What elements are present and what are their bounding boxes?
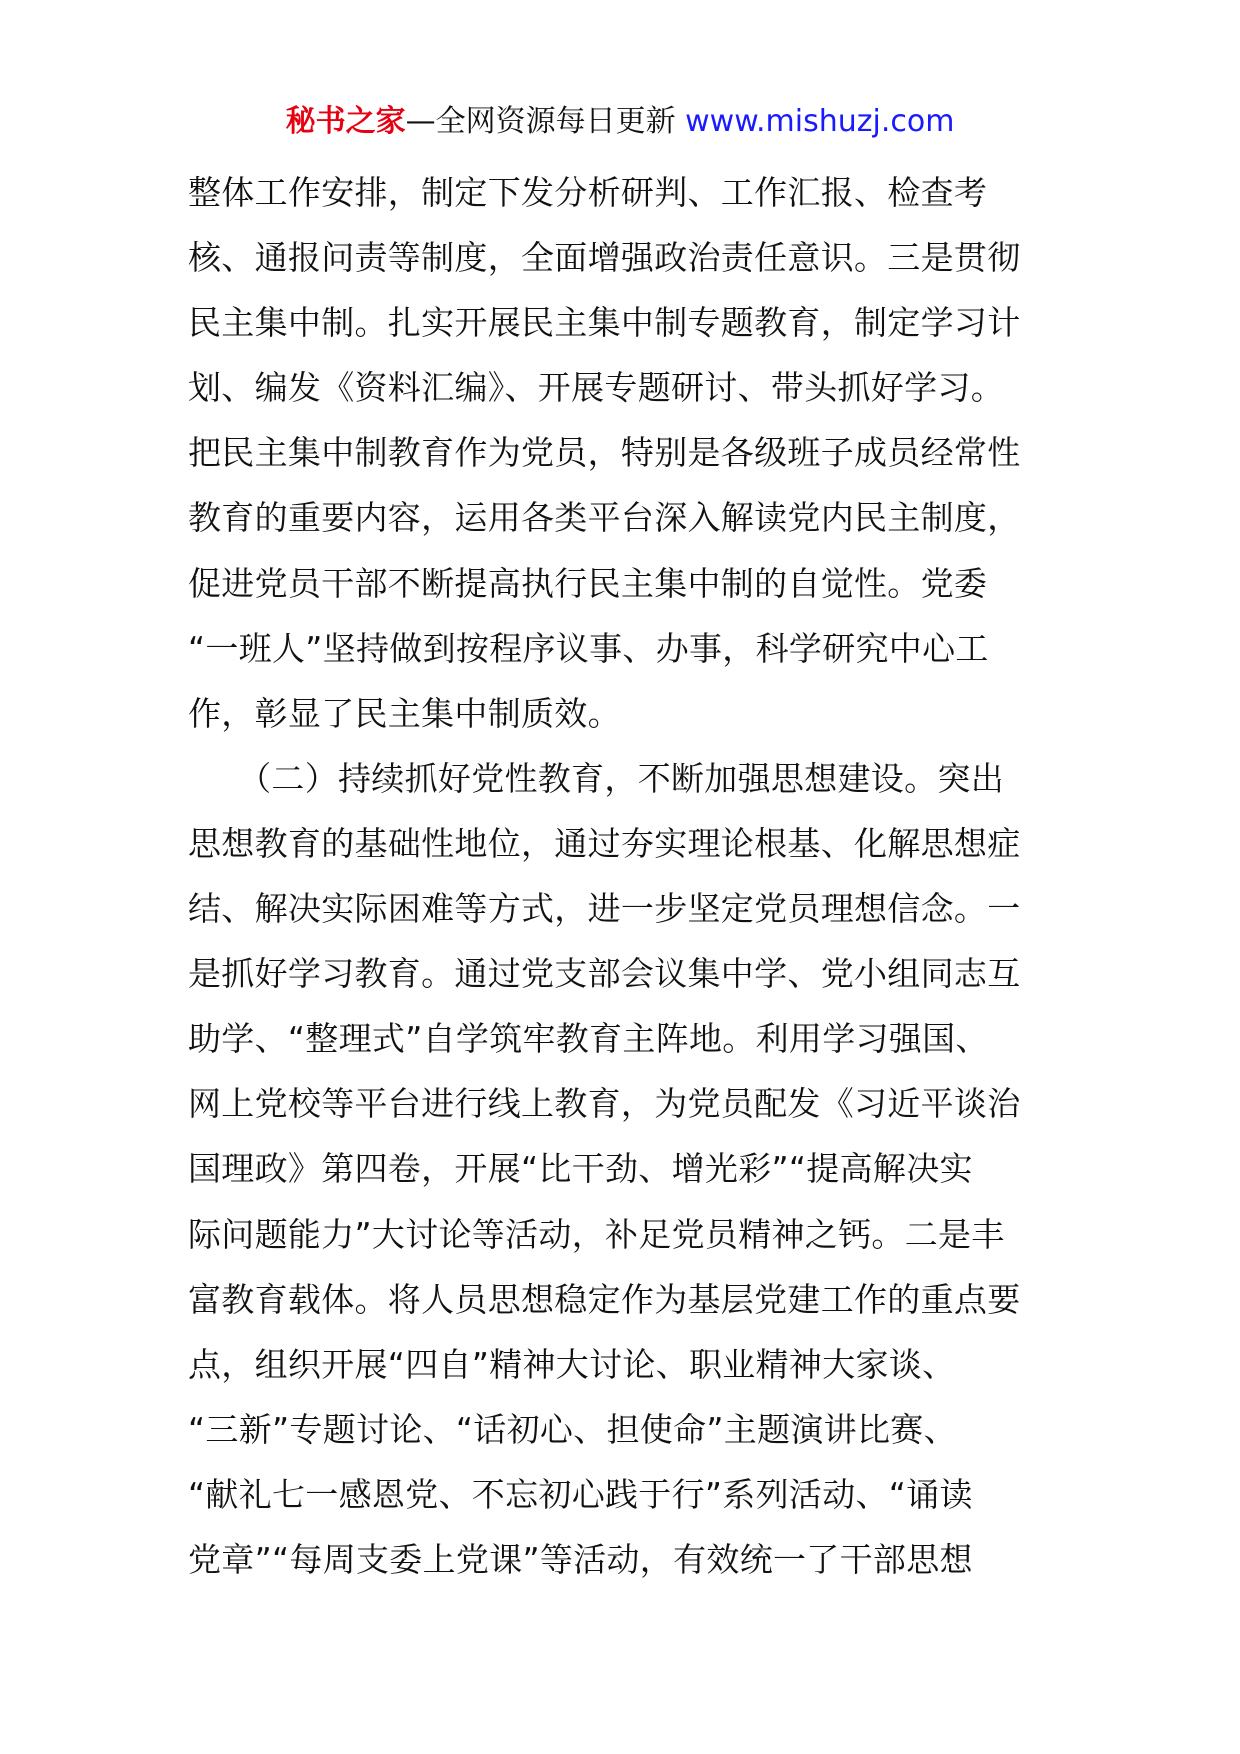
text-line: 教育的重要内容，运用各类平台深入解读党内民主制度， (188, 498, 1021, 538)
text-line: 助学、“整理式”自学筑牢教育主阵地。利用学习强国、 (188, 1019, 989, 1059)
text-line: 思想教育的基础性地位，通过夯实理论根基、化解思想症 (188, 823, 1021, 863)
text-line: “一班人”坚持做到按程序议事、办事，科学研究中心工 (188, 628, 989, 668)
text-line: 党章”“每周支委上党课”等活动，有效统一了干部思想 (188, 1539, 973, 1579)
text-line: 民主集中制。扎实开展民主集中制专题教育，制定学习计 (188, 303, 1021, 343)
text-line: “献礼七一感恩党、不忘初心践于行”系列活动、“诵读 (188, 1474, 973, 1514)
text-line: 国理政》第四卷，开展“比干劲、增光彩”“提高解决实 (188, 1149, 973, 1189)
text-line: 促进党员干部不断提高执行民主集中制的自觉性。党委 (188, 563, 988, 603)
text-line: 是抓好学习教育。通过党支部会议集中学、党小组同志互 (188, 954, 1021, 994)
document-body (188, 160, 1068, 1592)
text-line: 整体工作安排，制定下发分析研判、工作汇报、检查考 (188, 173, 988, 212)
text-line: 富教育载体。将人员思想稳定作为基层党建工作的重点要 (188, 1279, 1021, 1319)
text-line: 点，组织开展“四自”精神大讨论、职业精神大家谈、 (188, 1344, 956, 1384)
text-line: 核、通报问责等制度，全面增强政治责任意识。三是贯彻 (188, 238, 1021, 278)
site-url[interactable]: www.mishuzj.com (685, 104, 955, 139)
text-line: 际问题能力”大讨论等活动，补足党员精神之钙。二是丰 (188, 1214, 1005, 1254)
brand-name: 秘书之家 (285, 104, 406, 139)
section-heading-line: （二）持续抓好党性教育，不断加强思想建设。突出 (188, 758, 1004, 798)
header-tagline: —全网资源每日更新 (405, 104, 686, 139)
text-line: 把民主集中制教育作为党员，特别是各级班子成员经常性 (188, 433, 1021, 473)
text-line: 划、编发《资料汇编》、开展专题研讨、带头抓好学习。 (188, 368, 1004, 408)
page-header (0, 100, 1240, 144)
text-line: 作，彰显了民主集中制质效。 (188, 693, 621, 733)
text-line: “三新”专题讨论、“话初心、担使命”主题演讲比赛、 (188, 1409, 957, 1449)
text-line: 网上党校等平台进行线上教育，为党员配发《习近平谈治 (188, 1084, 1021, 1124)
text-line: 结、解决实际困难等方式，进一步坚定党员理想信念。一 (188, 889, 1021, 929)
